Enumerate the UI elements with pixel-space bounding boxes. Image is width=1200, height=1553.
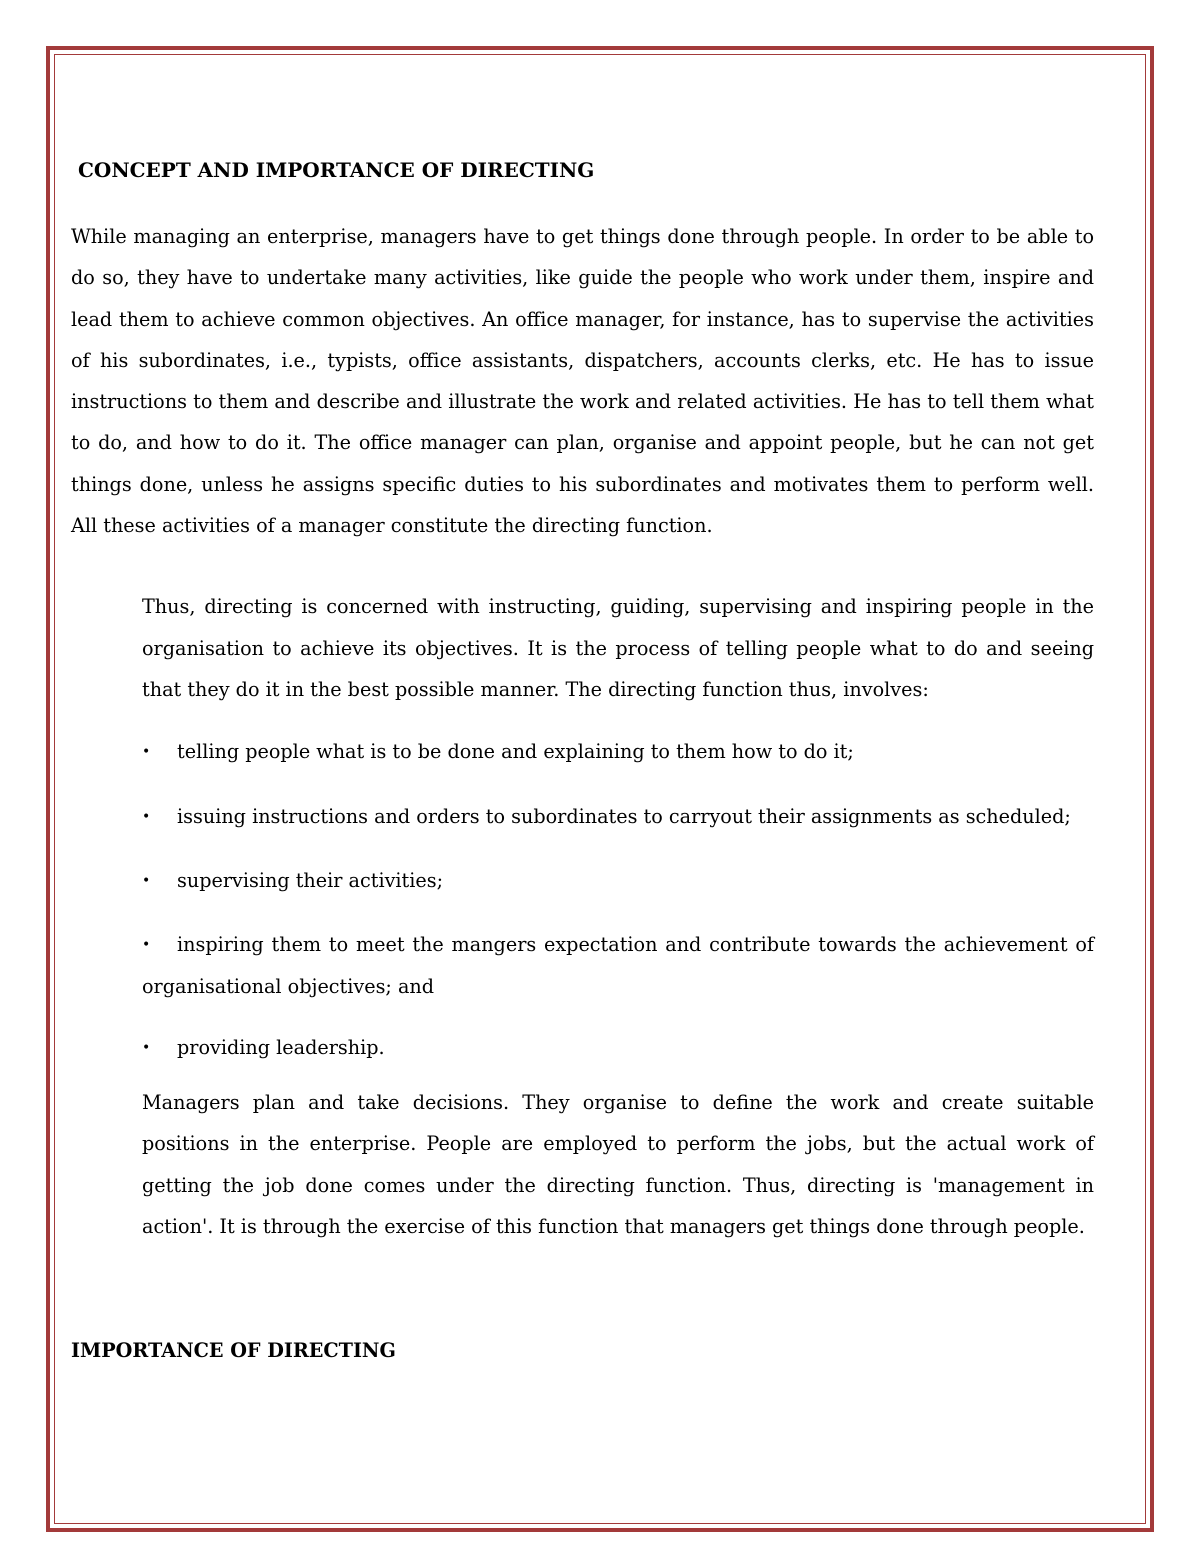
list-item-text: telling people what is to be done and explaining to them how to do it; [177, 740, 854, 764]
document-body [71, 150, 1094, 1387]
list-item [142, 860, 1094, 902]
list-item [142, 731, 1094, 773]
bullet-icon: • [142, 872, 151, 889]
bullet-icon: • [142, 808, 151, 825]
bullet-icon: • [142, 937, 151, 954]
list-item-text: issuing instructions and orders to subordinates to carryout their assignments as scheduled; [177, 804, 1071, 828]
bullet-icon: • [142, 744, 151, 761]
document-title: CONCEPT AND IMPORTANCE OF DIRECTING [78, 158, 595, 182]
section-heading: IMPORTANCE OF DIRECTING [71, 1339, 396, 1363]
intro-paragraph: While managing an enterprise, managers have to get things done through people. In order to be able to do so, they have to undertake many activities, like guide the people who work under them, inspire and lead them to achieve common objectives. An office manager, for instance, has to supervise the activities of his subordinates, i.e., typists, office assistants, dispatchers, accounts clerks, etc. He has to issue instructions to them and describe and illustrate the work and related activities. He has to tell them what to do, and how to do it. The office manager can plan, organise and appoint people, but he can not get things done, unless he assigns specific duties to his subordinates and motivates them to perform well. All these activities of a manager constitute the directing function. [71, 225, 1094, 538]
list-item-text: providing leadership. [177, 1035, 385, 1059]
list-item [142, 924, 1094, 1008]
list-item [142, 1027, 1094, 1069]
bullet-list [142, 731, 1094, 1069]
list-item-text: inspiring them to meet the mangers expectation and contribute towards the achievement of organisational objectives; and [142, 933, 1094, 999]
definition-paragraph: Thus, directing is concerned with instructing, guiding, supervising and inspiring people in the organisation to achieve its objectives. It is the process of telling people what to do and seeing that they do it in the best possible manner. The directing function thus, involves: [142, 595, 1094, 701]
closing-paragraph: Managers plan and take decisions. They organise to define the work and create suitable positions in the enterprise. People are employed to perform the jobs, but the actual work of getting the job done comes under the directing function. Thus, directing is 'management in action'. It is through the exercise of this function that managers get things done through people. [142, 1091, 1094, 1238]
list-item-text: supervising their activities; [177, 868, 444, 892]
list-item [142, 796, 1094, 838]
bullet-icon: • [142, 1039, 151, 1056]
